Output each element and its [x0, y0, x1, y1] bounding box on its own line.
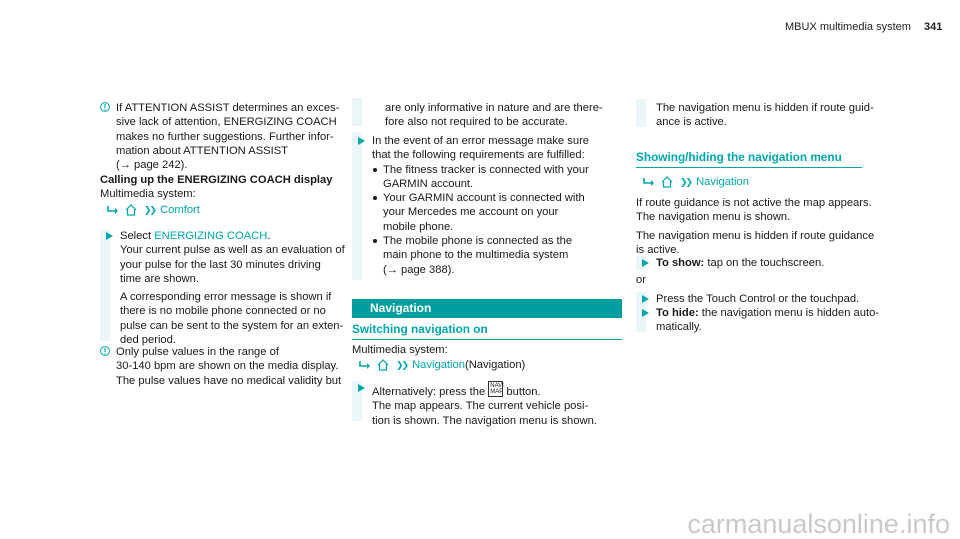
heading-energizing-coach: Calling up the ENERGIZING COACH display: [100, 174, 333, 186]
action-arrow-icon: [106, 232, 113, 240]
step-press-touch: [636, 292, 896, 306]
body-line: The navigation menu is hidden if route guidance: [636, 229, 875, 242]
step-suffix: .: [267, 230, 271, 242]
system-label: Multimedia system:: [352, 344, 448, 356]
note-line: Only pulse values in the range of: [116, 346, 279, 358]
step-prefix: Alternatively: press the: [372, 386, 489, 398]
section-title: Navigation: [370, 301, 432, 315]
note-line: 30-140 bpm are shown on the media display.: [116, 360, 339, 373]
note-line: fore also not required to be accurate.: [385, 116, 568, 129]
path-arrow-icon: [358, 358, 372, 372]
note-continuation: [385, 101, 625, 130]
note-attention-assist: [100, 101, 366, 172]
bullet-line: (→ page 388).: [383, 263, 455, 276]
bullet-line: GARMIN account.: [383, 177, 474, 190]
step-line: there is no mobile phone connected or no: [120, 305, 326, 318]
step-line: time are shown.: [120, 272, 199, 285]
step-line: that the following requirements are fulfilled:: [372, 149, 585, 162]
menu-item-navigation[interactable]: Navigation: [696, 176, 749, 188]
subheading-show-hide-menu: Showing/hiding the navigation menu: [636, 150, 842, 164]
note-line: The navigation menu is hidden if route guid-: [656, 102, 874, 114]
action-arrow-icon: [358, 384, 365, 392]
running-header: [785, 20, 942, 34]
menu-path: [642, 175, 749, 189]
chevron-icon: ❯❯: [680, 177, 692, 187]
bullet-line: The fitness tracker is connected with your: [383, 163, 589, 176]
note-continuation: [656, 101, 896, 130]
step-line: Your current pulse as well as an evaluation of: [120, 244, 345, 257]
step-to-show: [636, 256, 896, 270]
step-line: [656, 256, 896, 270]
step-line: [120, 229, 360, 243]
bullet-dot: [373, 239, 377, 243]
note-band: [352, 98, 362, 126]
home-icon[interactable]: [124, 203, 138, 217]
action-arrow-icon: [642, 309, 649, 317]
subheading-rule: [352, 339, 622, 340]
step-line: Press the Touch Control or the touchpad.: [656, 293, 860, 305]
step-error-message: [352, 134, 622, 277]
menu-item-navigation[interactable]: Navigation: [412, 359, 465, 371]
bullet-line: Your GARMIN account is connected with: [383, 192, 585, 205]
body-text: [636, 196, 876, 257]
info-icon: [100, 102, 110, 112]
note-line: If ATTENTION ASSIST determines an exces-: [116, 102, 340, 114]
show-text: tap on the touchscreen.: [704, 257, 825, 269]
bullet-item: [372, 234, 622, 277]
note-line: (→ page 242).: [116, 159, 188, 172]
note-line: mation about ATTENTION ASSIST: [116, 144, 289, 157]
step-suffix: button.: [503, 386, 541, 398]
bullet-line: The mobile phone is connected as the: [383, 235, 573, 248]
subheading-rule: [636, 167, 862, 168]
action-arrow-icon: [642, 259, 649, 267]
note-line: sive lack of attention, ENERGIZING COACH: [116, 116, 337, 129]
note-line: ance is active.: [656, 116, 727, 129]
step-select-energizing: [100, 229, 360, 347]
bullet-dot: [373, 168, 377, 172]
page-number: 341: [923, 21, 943, 33]
step-line: A corresponding error message is shown if: [120, 291, 332, 304]
home-icon[interactable]: [376, 358, 390, 372]
hide-label: To hide:: [656, 307, 699, 319]
step-line: matically.: [656, 321, 702, 334]
step-line: pulse can be sent to the system for an exten-: [120, 319, 344, 332]
action-arrow-icon: [358, 137, 365, 145]
note-pulse-values: [100, 345, 366, 388]
path-arrow-icon: [642, 175, 656, 189]
menu-item-suffix: (Navigation): [464, 359, 526, 371]
bullet-line: mobile phone.: [383, 220, 454, 233]
chevron-icon: ❯❯: [396, 360, 408, 370]
step-line: The map appears. The current vehicle posi-: [372, 400, 589, 413]
step-press-navi: [352, 381, 632, 428]
path-arrow-icon: [106, 203, 120, 217]
note-line: makes no further suggestions. Further infor-: [116, 130, 334, 143]
body-line: The navigation menu is shown.: [636, 211, 791, 224]
subheading-switching-navigation: Switching navigation on: [352, 322, 488, 336]
note-line: The pulse values have no medical validity but: [116, 374, 342, 387]
action-arrow-icon: [642, 295, 649, 303]
bullet-item: [372, 163, 622, 192]
chevron-icon: ❯❯: [144, 205, 156, 215]
show-label: To show:: [656, 257, 705, 269]
hide-text: the navigation menu is hidden auto-: [698, 307, 880, 319]
note-line: are only informative in nature and are there-: [385, 102, 603, 114]
step-line: In the event of an error message make sure: [372, 135, 590, 147]
home-icon[interactable]: [660, 175, 674, 189]
energizing-coach-link[interactable]: ENERGIZING COACH: [154, 230, 268, 242]
menu-path: [106, 203, 200, 217]
bullet-item: [372, 191, 622, 234]
body-line: If route guidance is not active the map appears.: [636, 197, 872, 209]
section-bar-navigation: [352, 299, 622, 318]
menu-item-comfort[interactable]: Comfort: [160, 204, 200, 216]
bullet-dot: [373, 196, 377, 200]
step-prefix: Select: [120, 230, 155, 242]
watermark: carmanualsonline.info: [687, 508, 950, 539]
system-label: Multimedia system:: [100, 188, 196, 200]
bullet-line: main phone to the multimedia system: [383, 249, 569, 262]
step-line: [656, 306, 896, 320]
step-line: [372, 381, 632, 399]
menu-path: [358, 358, 525, 372]
or-text: or: [636, 274, 646, 286]
step-line: your pulse for the last 30 minutes driving: [120, 258, 321, 271]
step-to-hide: [636, 306, 896, 335]
step-line: tion is shown. The navigation menu is shown.: [372, 414, 597, 427]
bullet-line: your Mercedes me account on your: [383, 206, 559, 219]
navi-map-key-icon: NAVI MAP: [490, 383, 504, 395]
note-band: [636, 99, 646, 127]
header-title: MBUX multimedia system: [785, 21, 911, 33]
info-icon: [100, 346, 110, 356]
step-line: ded period.: [120, 334, 176, 347]
body-line: is active.: [636, 243, 680, 256]
